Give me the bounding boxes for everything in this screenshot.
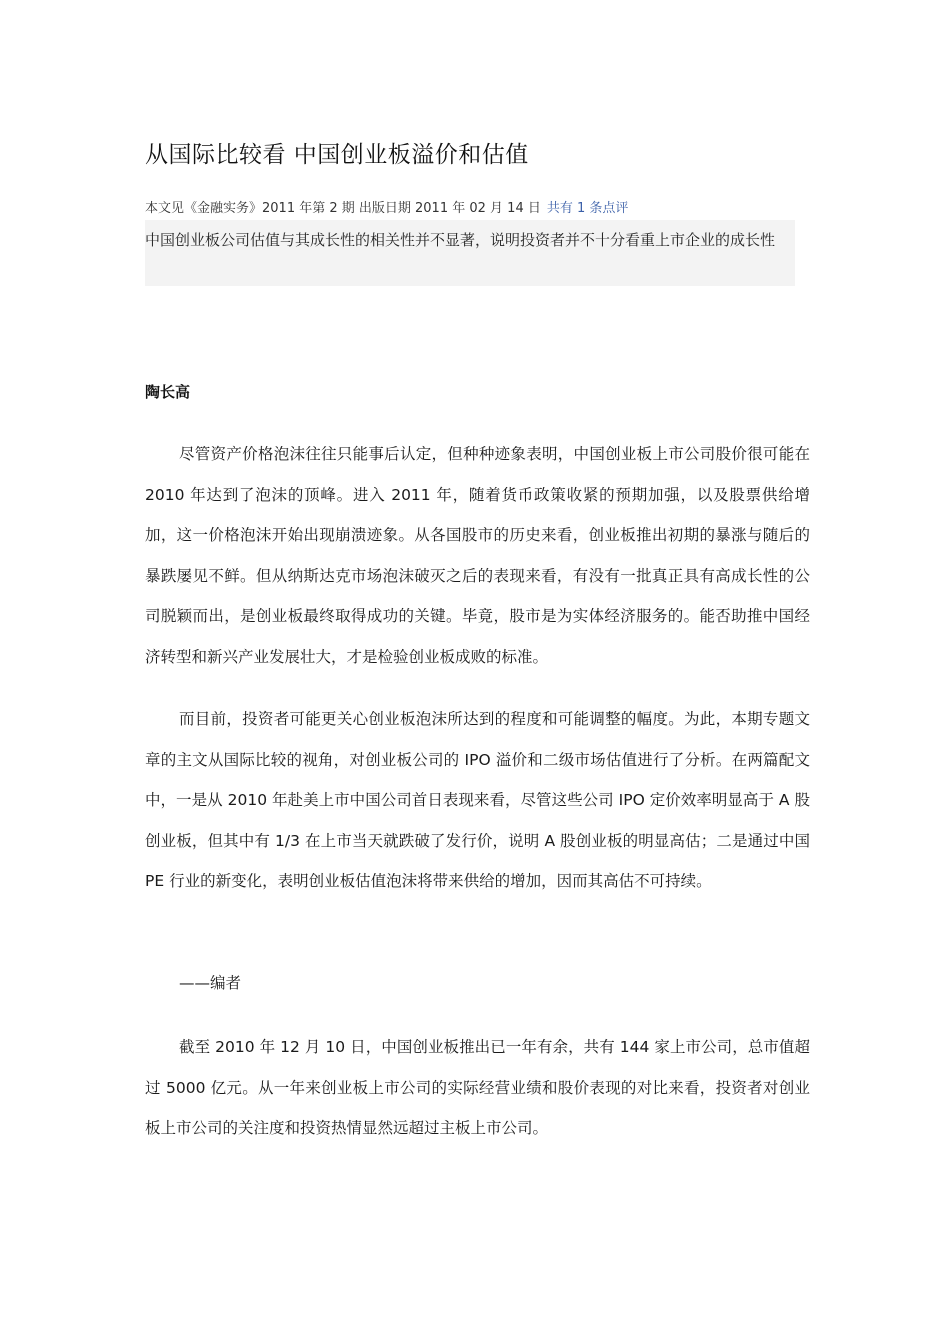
editor-signature: ——编者 bbox=[179, 974, 242, 992]
paragraph-focus: 而目前，投资者可能更关心创业板泡沫所达到的程度和可能调整的幅度。为此，本期专题文章的主文从国际比较的视角，对创业板公司的 IPO 溢价和二级市场估值进行了分析。在两篇配文中，一是从 2010 年赴美上市中国公司首日表现来看，尽管这些公司 IPO 定价效率明显高于 A 股创业板，但其中有 1/3 在上市当天就跌破了发行价，说明 A 股创业板的明显高估；二是通过中国 PE 行业的新变化，表明创业板估值泡沫将带来供给的增加，因而其高估不可持续。 bbox=[145, 710, 810, 891]
article-title: 从国际比较看 中国创业板溢价和估值 bbox=[145, 142, 529, 168]
comments-link[interactable]: 共有 1 条点评 bbox=[546, 201, 629, 216]
paragraph-intro: 尽管资产价格泡沫往往只能事后认定，但种种迹象表明，中国创业板上市公司股价很可能在 2010 年达到了泡沫的顶峰。进入 2011 年，随着货币政策收紧的预期加强，以及股票供给增加，这一价格泡沫开始出现崩溃迹象。从各国股市的历史来看，创业板推出初期的暴涨与随后的暴跌屡见不鲜。但从纳斯达克市场泡沫破灭之后的表现来看，有没有一批真正具有高成长性的公司脱颖而出，是创业板最终取得成功的关键。毕竟，股市是为实体经济服务的。能否助推中国经济转型和新兴产业发展壮大，才是检验创业板成败的标准。 bbox=[145, 445, 810, 666]
author-name: 陶长高 bbox=[145, 383, 191, 401]
publication-info: 本文见《金融实务》2011 年第 2 期 出版日期 2011 年 02 月 14 日 bbox=[145, 201, 541, 216]
article-summary: 中国创业板公司估值与其成长性的相关性并不显著，说明投资者并不十分看重上市企业的成长性 bbox=[145, 220, 795, 286]
paragraph-body-start: 截至 2010 年 12 月 10 日，中国创业板推出已一年有余，共有 144 家上市公司，总市值超过 5000 亿元。从一年来创业板上市公司的实际经营业绩和股价表现的对比来看，投资者对创业板上市公司的关注度和投资热情显然远超过主板上市公司。 bbox=[145, 1038, 810, 1138]
article-meta bbox=[145, 197, 628, 216]
